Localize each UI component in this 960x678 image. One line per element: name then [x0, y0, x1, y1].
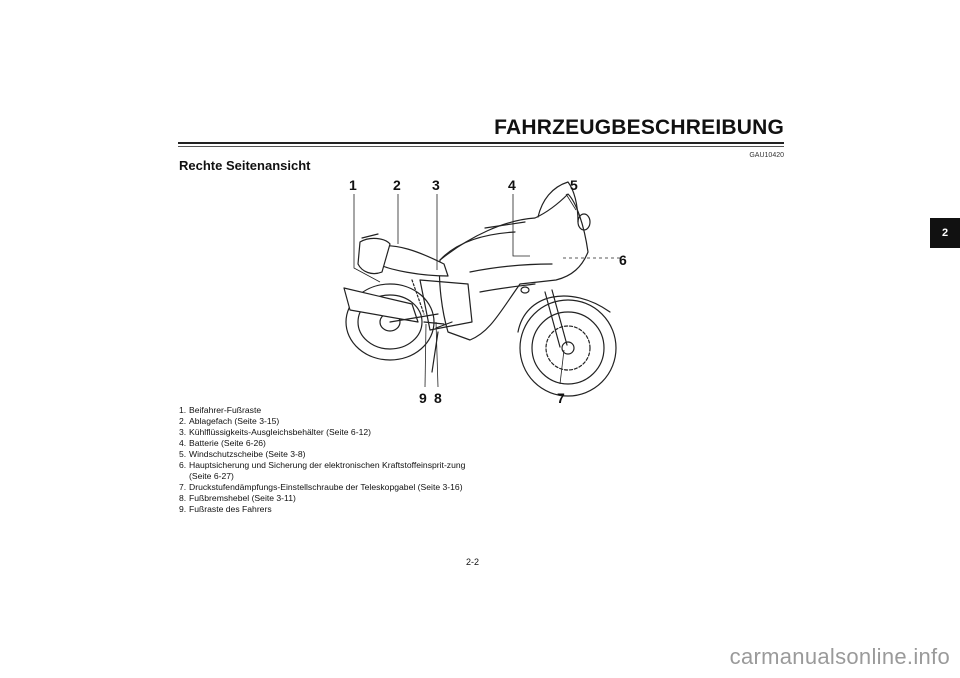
chapter-title: FAHRZEUGBESCHREIBUNG [494, 116, 784, 139]
legend-item: 4. Batterie (Seite 6-26) [179, 438, 266, 448]
legend-item: 6. Hauptsicherung und Sicherung der elektronischen Kraftstoffeinsprit-zung (Seite 6-27) [179, 460, 466, 481]
parts-legend [179, 405, 479, 515]
chapter-tab[interactable]: 2 [930, 218, 960, 248]
legend-item: 8. Fußbremshebel (Seite 3-11) [179, 493, 296, 503]
legend-item: 9. Fußraste des Fahrers [179, 504, 272, 514]
watermark: carmanualsonline.info [729, 644, 950, 669]
callout-3: 3 [432, 177, 440, 193]
legend-item: 7. Druckstufendämpfungs-Einstellschraube der Teleskopgabel (Seite 3-16) [179, 482, 463, 492]
legend-item: 5. Windschutzscheibe (Seite 3-8) [179, 449, 306, 459]
legend-item: 3. Kühlflüssigkeits-Ausgleichsbehälter (Seite 6-12) [179, 427, 371, 437]
motorcycle-illustration [320, 172, 650, 407]
callout-4: 4 [508, 177, 516, 193]
legend-item: 2. Ablagefach (Seite 3-15) [179, 416, 280, 426]
header-rule [178, 142, 784, 144]
page-number: 2-2 [466, 557, 480, 567]
callout-8: 8 [434, 390, 442, 406]
legend-item: 1. Beifahrer-Fußraste [179, 405, 262, 415]
callout-9: 9 [419, 390, 427, 406]
section-title: Rechte Seitenansicht [179, 158, 311, 173]
header-rule-thin [178, 146, 784, 147]
callout-5: 5 [570, 177, 578, 193]
callout-7: 7 [557, 390, 565, 406]
callout-2: 2 [393, 177, 401, 193]
callout-6: 6 [619, 252, 627, 268]
section-code: GAU10420 [749, 152, 784, 159]
callout-1: 1 [349, 177, 357, 193]
